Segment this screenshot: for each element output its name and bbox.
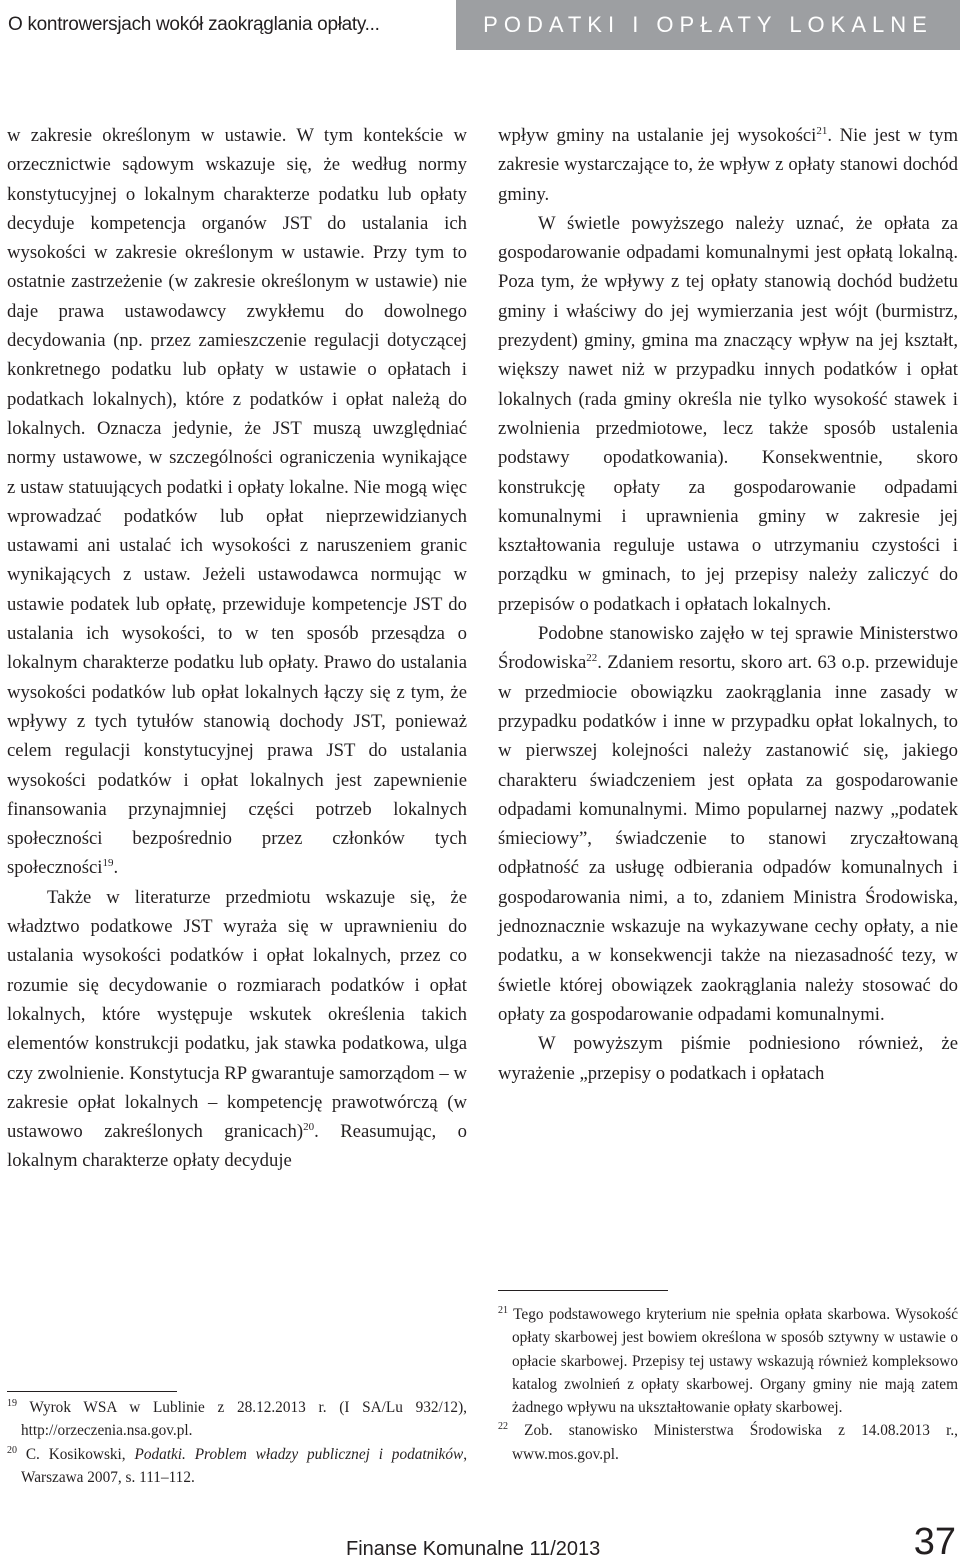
section-title: PODATKI I OPŁATY LOKALNE (456, 0, 960, 50)
footnote-ref[interactable]: 20 (303, 1120, 315, 1133)
paragraph (498, 619, 958, 1029)
page-number: 37 (913, 1521, 956, 1563)
paragraph-text: . (113, 857, 119, 879)
footnote-divider (7, 1391, 177, 1392)
paragraph: W świetle powyższego należy uznać, że opłata za gospodarowanie odpadami komunalnymi jest opłatą lokalną. Poza tym, że wpływy z tej opłaty stanowią dochód budżetu gminy i właściwy do jej wymierzania jest wójt (burmistrz, prezydent) gminy, gmina ma znaczący wpływ na jej kształt, większy nawet niż w przypadku innych podatków i opłat lokalnych (rada gminy określa nie tylko wysokość stawek i zwolnienia przedmiotowe, lecz także sposób ustalenia podstawy opodatkowania). Konsekwentnie, skoro konstrukcję opłaty za gospodarowanie odpadami komunalnymi i uprawnienia gminy w zakresie jej kształtowania reguluje ustawa o utrzymaniu czystości i porządku w gminach, to jej przepisy należy zaliczyć do przepisów o podatkach i opłatach lokalnych. (498, 212, 958, 615)
paragraph-text: . Reasumując, o lokalnym charakterze opłaty decyduje (7, 1121, 467, 1172)
footnote-number: 20 (7, 1444, 17, 1456)
paragraph: W powyższym piśmie podniesiono również, że wyrażenie „przepisy o podatkach i opłatach (498, 1033, 958, 1084)
right-column (498, 121, 958, 1088)
footnote-number: 19 (7, 1397, 17, 1409)
paragraph-text: . Zdaniem resortu, skoro art. 63 o.p. przewiduje w przedmiocie obowiązku zaokrąglania inne zasady w przypadku podatków i inne w przypadku opłat lokalnych, to w pierwszej kolejności należy zastanowić się, jakiego charakteru świadczeniem jest opłata za gospodarowanie odpadami komunalnymi. Mimo popularnej nazwy „podatek śmieciowy”, świadczenie to stanowi zryczałtowaną odpłatność za usługę odbierania odpadów komunalnych i gospodarowania nimi, a to, zdaniem Ministra Środowiska, jednoznacznie wskazuje na wykazywane cechy opłaty, a nie podatku, a w konsekwencji także na niezasadność tezy, w świetle której obowiązek zaokrąglania należy stosować do opłaty za gospodarowanie odpadami komunalnymi. (498, 652, 958, 1025)
left-column (7, 121, 467, 1176)
footnote-divider (498, 1290, 668, 1291)
paragraph (7, 121, 467, 883)
paragraph-text: w zakresie określonym w ustawie. W tym kontekście w orzecznictwie sądowym wskazuje się, że według normy konstytucyjnej o lokalnym charakterze podatku lub opłaty decyduje kompetencja organów JST do ustalania ich wysokości w zakresie określonym w ustawie. Przy tym to ostatnie zastrzeżenie (w zakresie określonym w ustawie) nie daje prawa ustawodawcy zwykłemu do dowolnego decydowania (np. przez zamieszczenie regulacji dotyczącej konkretnego podatku lub opłaty w ustawie o opłatach i podatkach lokalnych), które z podatków i opłat należą do lokalnych. Oznacza jedynie, że JST muszą uwzględniać normy ustawowe, w szczególności ograniczenia wynikające z ustaw statuujących podatki i opłaty lokalne. Nie mogą więc wprowadzać podatków lub opłat nieprzewidzianych ustawami ani ustalać ich wysokości z naruszeniem granic wynikających z ustaw. Jeżeli ustawodawca normując w ustawie podatek lub opłatę, przewiduje kompetencje JST do ustalania ich wysokości, to w ten sposób przesądza o lokalnym charakterze podatku lub opłaty. Prawo do ustalania wysokości podatków lub opłat lokalnych łączy się z tym, że wpływy z tych tytułów stanowią dochody JST, ponieważ celem regulacji konstytucyjnej prawa JST do ustalania wysokości podatków i opłat lokalnych jest zapewnienie finansowania przynajmniej części potrzeb lokalnych społeczności bezpośrednio przez członków tych społeczności (7, 125, 467, 879)
footnote-number: 21 (498, 1304, 508, 1316)
footnote-number: 22 (498, 1421, 508, 1433)
paragraph (498, 121, 958, 209)
footnote-text: Tego podstawowego kryterium nie spełnia opłata skarbowa. Wysokość opłaty skarbowej jest bowiem określona w sposób sztywny w ustawie o opłacie skarbowej. Przepisy tej ustawy wskazują również kompleksowo katalog zwolnień z opłaty skarbowej. Organy gminy nie mają zatem żadnego wpływu na ukształtowanie opłaty skarbowej. (512, 1306, 958, 1417)
footnotes-left (7, 1396, 467, 1489)
footnote (7, 1443, 467, 1490)
footnote-ref[interactable]: 19 (102, 857, 114, 870)
running-title: O kontrowersjach wokół zaokrąglania opłaty... (8, 14, 380, 35)
footnote (498, 1419, 958, 1466)
footnote (498, 1303, 958, 1419)
paragraph-text: Podobne stanowisko zajęło w tej sprawie Ministerstwo Środowiska (498, 623, 958, 674)
magazine-footer: Finanse Komunalne 11/2013 (346, 1538, 601, 1560)
footnote-ref[interactable]: 22 (586, 652, 598, 665)
footnote-text: Wyrok WSA w Lublinie z 28.12.2013 r. (I SA/Lu 932/12), http://orzeczenia.nsa.gov.pl. (21, 1399, 467, 1440)
footnote-text: Zob. stanowisko Ministerstwa Środowiska z 14.08.2013 r., www.mos.gov.pl. (512, 1422, 958, 1463)
footnote-ref[interactable]: 21 (816, 124, 828, 137)
footnote-book-title: Podatki. Problem władzy publicznej i podatników (134, 1445, 464, 1463)
paragraph (7, 883, 467, 1176)
footnote-author: C. Kosikowski, (25, 1445, 135, 1463)
footnotes-right (498, 1303, 958, 1466)
footnote (7, 1396, 467, 1443)
footnote-text: , Warszawa 2007, s. 111–112. (21, 1445, 468, 1486)
paragraph-text: . Nie jest w tym zakresie wystarczające to, że wpływ z opłaty stanowi dochód gminy. (498, 125, 958, 205)
paragraph-text: wpływ gminy na ustalanie jej wysokości (498, 125, 817, 146)
paragraph-text: Także w literaturze przedmiotu wskazuje się, że władztwo podatkowe JST wyraża się w uprawnieniu do ustalania wysokości podatków i opłat lokalnych, przez co rozumie się decydowanie o rozmiarach podatków i opłat lokalnych, które występuje wskutek określenia takich elementów konstrukcji podatku, jak stawka podatkowa, ulga czy zwolnienie. Konstytucja RP gwarantuje samorządom – w zakresie opłat lokalnych – kompetencję prawotwórczą (w ustawowo zakreślonych granicach) (7, 886, 467, 1143)
